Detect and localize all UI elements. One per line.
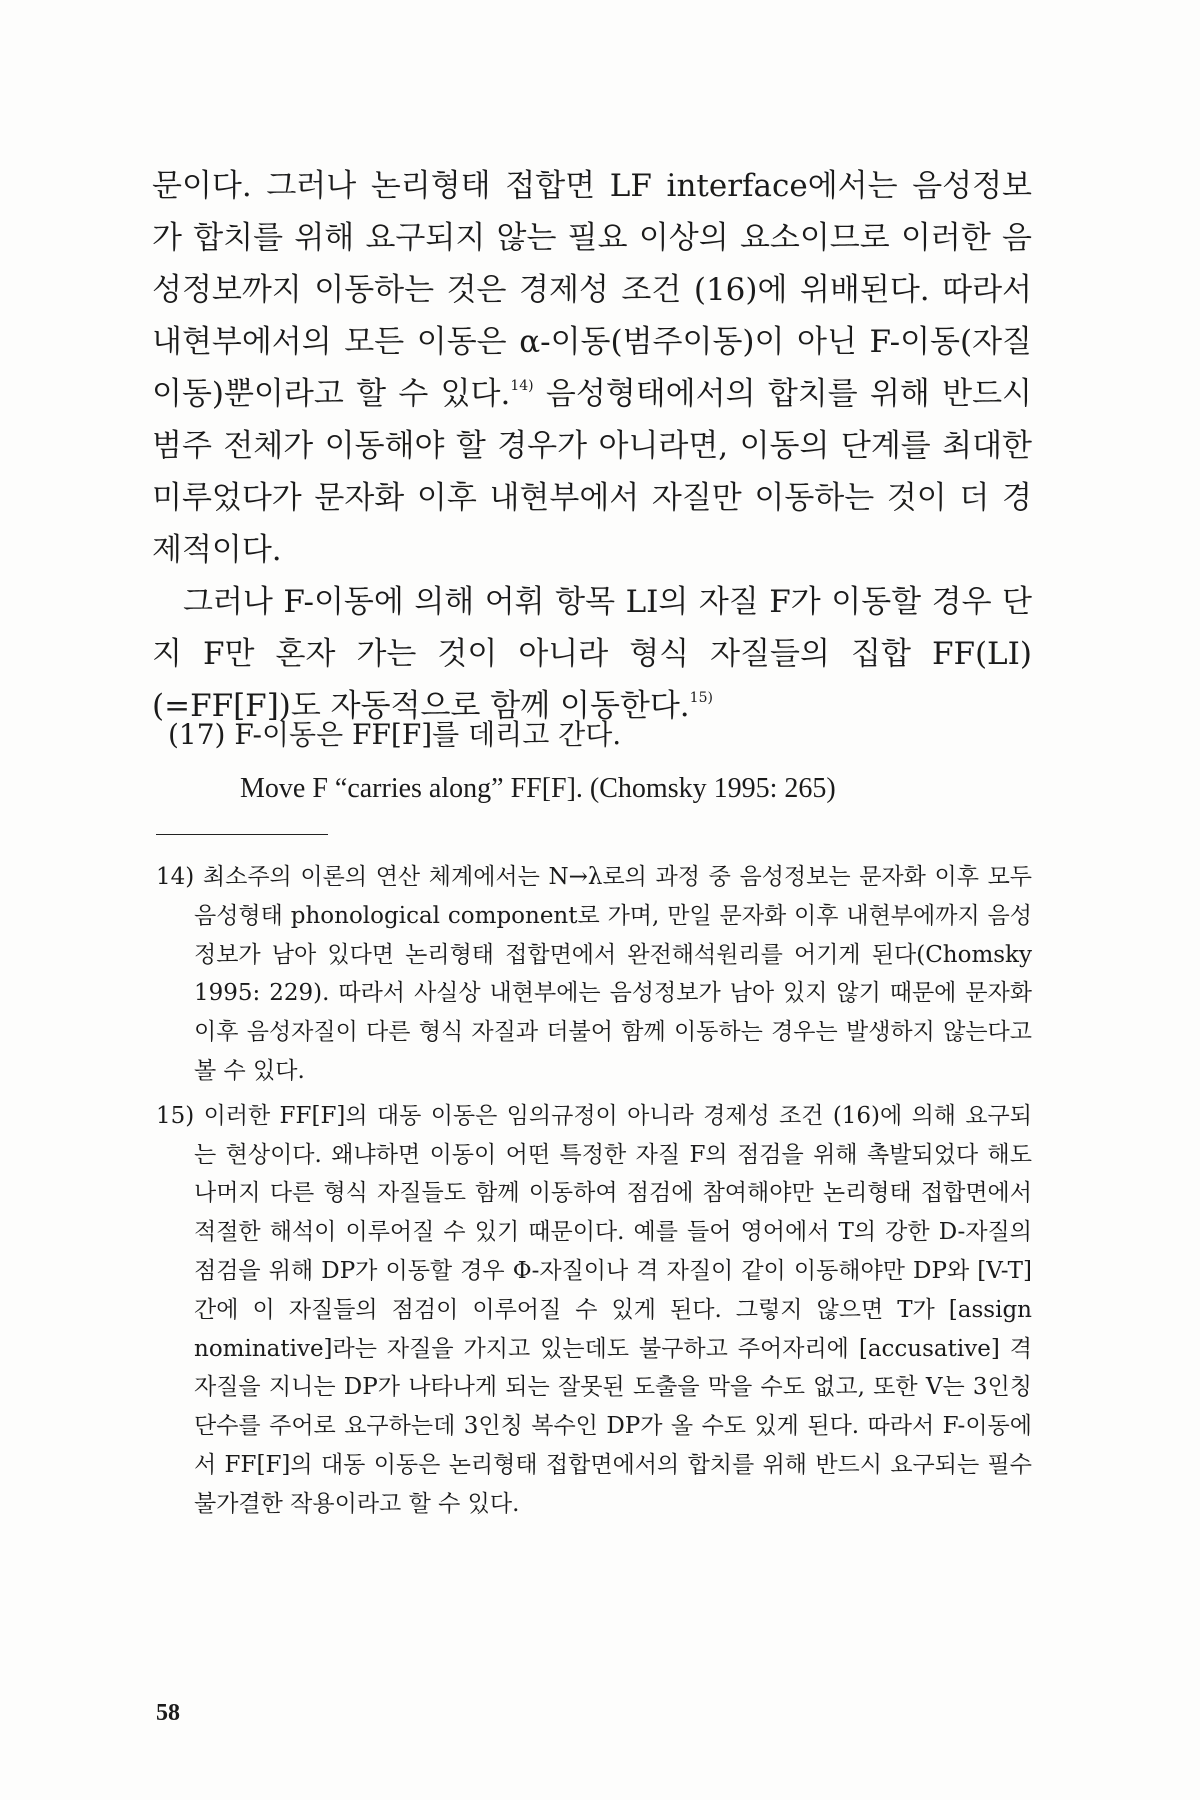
page-number: 58	[156, 1700, 180, 1726]
example-english: Move F “carries along” FF[F]. (Chomsky 1995: 265)	[240, 773, 836, 804]
paragraph-1-text: 문이다. 그러나 논리형태 접합면 LF interface에서는 음성정보가 합치를 위해 요구되지 않는 필요 이상의 요소이므로 이러한 음성정보까지 이동하는 것은 경제성 조건 (16)에 위배된다. 따라서 내현부에서의 모든 이동은 α-이동(범주이동)이 아닌 F-이동(자질이동)뿐이라고 할 수 있다.	[152, 168, 1032, 412]
footnote-number: 14)	[156, 864, 195, 890]
paragraph-1-continuation: 음성형태에서의 합치를 위해 반드시 범주 전체가 이동해야 할 경우가 아니라면, 이동의 단계를 최대한 미루었다가 문자화 이후 내현부에서 자질만 이동하는 것이 더 경제적이다.	[152, 376, 1032, 568]
footnote-text: 최소주의 이론의 연산 체계에서는 N→λ로의 과정 중 음성정보는 문자화 이후 모두 음성형태 phonological component로 가며, 만일 문자화 이후 내현부에까지 음성정보가 남아 있다면 논리형태 접합면에서 완전해석원리를 어기게 된다(Chomsky 1995: 229). 따라서 사실상 내현부에는 음성정보가 남아 있지 않기 때문에 문자화 이후 음성자질이 다른 형식 자질과 더불어 함께 이동하는 경우는 발생하지 않는다고 볼 수 있다.	[194, 864, 1032, 1084]
footnote-14	[156, 858, 1032, 1091]
example-17	[168, 708, 1028, 816]
footnote-ref-14: 14)	[510, 378, 534, 394]
footnote-15	[156, 1097, 1032, 1524]
footnotes	[156, 858, 1032, 1530]
footnote-number: 15)	[156, 1102, 195, 1129]
footnote-ref-15: 15)	[689, 690, 713, 706]
paragraph-2-text: 그러나 F-이동에 의해 어휘 항목 LI의 자질 F가 이동할 경우 단지 F만 혼자 가는 것이 아니라 형식 자질들의 집합 FF(LI)(=FF[F])도 자동적으로 함께 이동한다.	[152, 584, 1032, 724]
footnote-divider	[156, 834, 328, 835]
main-text	[152, 160, 1032, 732]
paragraph-1	[152, 160, 1032, 576]
example-korean: (17) F-이동은 FF[F]를 데리고 간다.	[168, 718, 622, 751]
footnote-text: 이러한 FF[F]의 대동 이동은 임의규정이 아니라 경제성 조건 (16)에 의해 요구되는 현상이다. 왜냐하면 이동이 어떤 특정한 자질 F의 점검을 위해 촉발되었다 해도 나머지 다른 형식 자질들도 함께 이동하여 점검에 참여해야만 논리형태 접합면에서 적절한 해석이 이루어질 수 있기 때문이다. 예를 들어 영어에서 T의 강한 D-자질의 점검을 위해 DP가 이동할 경우 Φ-자질이나 격 자질이 같이 이동해야만 DP와 [V-T] 간에 이 자질들의 점검이 이루어질 수 있게 된다. 그렇지 않으면 T가 [assign nominative]라는 자질을 가지고 있는데도 불구하고 주어자리에 [accusative] 격 자질을 지니는 DP가 나타나게 되는 잘못된 도출을 막을 수도 없고, 또한 V는 3인칭 단수를 주어로 요구하는데 3인칭 복수인 DP가 올 수도 있게 된다. 따라서 F-이동에서 FF[F]의 대동 이동은 논리형태 접합면에서의 합치를 위해 반드시 요구되는 필수불가결한 작용이라고 할 수 있다.	[194, 1102, 1032, 1517]
